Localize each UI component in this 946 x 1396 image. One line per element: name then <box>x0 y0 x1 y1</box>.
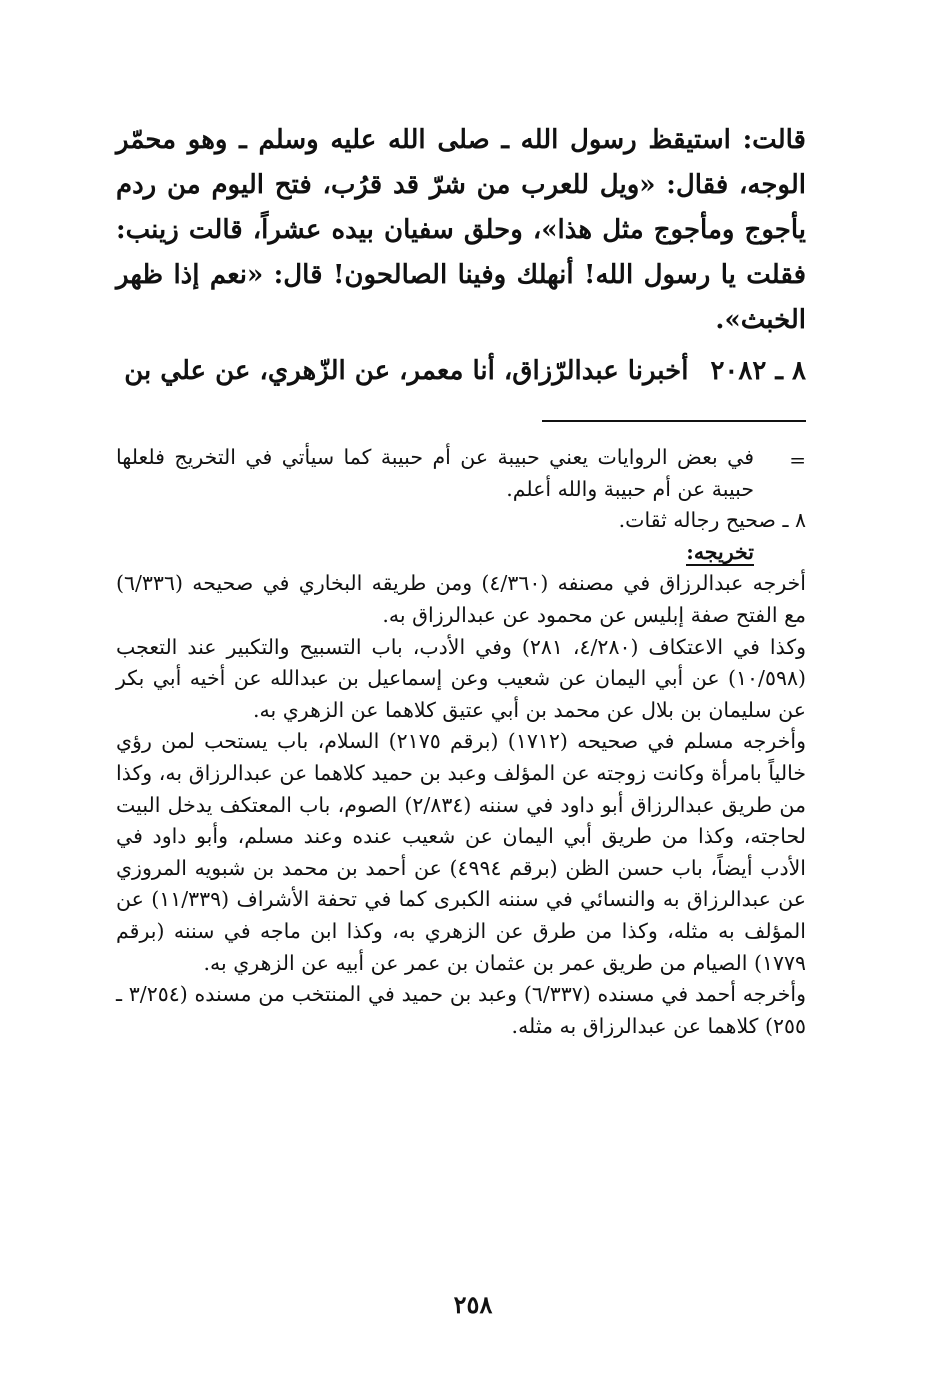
hadith-number: ٨ ـ ٢٠٨٢ <box>710 356 806 386</box>
page-number: ٢٥٨ <box>453 1290 493 1319</box>
takhrij-paragraph-3: وأخرجه مسلم في صحيحه (١٧١٢) (برقم ٢١٧٥) السلام، باب يستحب لمن رؤي خالياً بامرأة وكانت زوجته عن المؤلف وعبد بن حميد كلاهما عن عبدالرزاق به، وكذا من طريق عبدالرزاق أبو داود في سننه (٢/٨٣٤) الصوم، باب المعتكف يدخل البيت لحاجته، وكذا من طريق أبي اليمان عن شعيب عنده وعند مسلم، وأبو داود في الأدب أيضاً، باب حسن الظن (برقم ٤٩٩٤) عن أحمد بن محمد بن شبويه المروزي عن عبدالرزاق به والنسائي في سننه الكبرى كما في تحفة الأشراف (١١/٣٣٩) عن المؤلف به مثله، وكذا من طرق عن الزهري به، وكذا ابن ماجه في سننه (برقم ١٧٧٩) الصيام من طريق عمر بن عثمان بن عمر عن أبيه عن الزهري به. <box>116 729 807 975</box>
continuation-text: في بعض الروايات يعني حبيبة عن أم حبيبة كما سيأتي في التخريج فلعلها حبيبة عن أم حبيبة والله أعلم. <box>116 445 754 501</box>
takhrij-heading <box>116 537 806 569</box>
main-text <box>116 118 806 394</box>
takhrij-heading-text: تخريجه: <box>686 539 754 564</box>
takhrij-paragraph-1: أخرجه عبدالرزاق في مصنفه (٤/٣٦٠) ومن طريقه البخاري في صحيحه (٦/٣٣٦) مع الفتح صفة إبليس عن محمود عن عبدالرزاق به. <box>116 571 807 627</box>
footnotes <box>116 442 806 1042</box>
takhrij-paragraph-4: وأخرجه أحمد في مسنده (٦/٣٣٧) وعبد بن حميد في المنتخب من مسنده (٣/٢٥٤ ـ ٢٥٥) كلاهما عن عبدالرزاق به مثله. <box>116 982 806 1038</box>
continuation-mark: = <box>789 448 806 472</box>
footnote-separator <box>542 420 806 422</box>
main-paragraph: قالت: استيقظ رسول الله ـ صلى الله عليه وسلم ـ وهو محمّر الوجه، فقال: «ويل للعرب من شرّ قد قرُب، فتح اليوم من ردم يأجوج ومأجوج مثل هذا»، وحلق سفيان بيده عشراً، قالت زينب: فقلت يا رسول الله! أنهلك وفينا الصالحون! قال: «نعم إذا ظهر الخبث». <box>116 125 807 335</box>
footnote-grading: ٨ ـ صحيح رجاله ثقات. <box>618 508 806 533</box>
footnote-continuation <box>116 442 806 505</box>
takhrij-paragraph-2: وكذا في الاعتكاف (٤/٢٨٠، ٢٨١) وفي الأدب، باب التسبيح والتكبير عند التعجب (١٠/٥٩٨) عن أبي اليمان عن شعيب وعن إسماعيل بن عبدالله عن أخيه أبي بكر عن سليمان بن بلال عن محمد بن أبي عتيق كلاهما عن الزهري به. <box>116 634 806 722</box>
hadith-line <box>116 349 806 394</box>
hadith-text: أخبرنا عبدالرّزاق، أنا معمر، عن الزّهري، عن علي بن <box>124 356 689 386</box>
